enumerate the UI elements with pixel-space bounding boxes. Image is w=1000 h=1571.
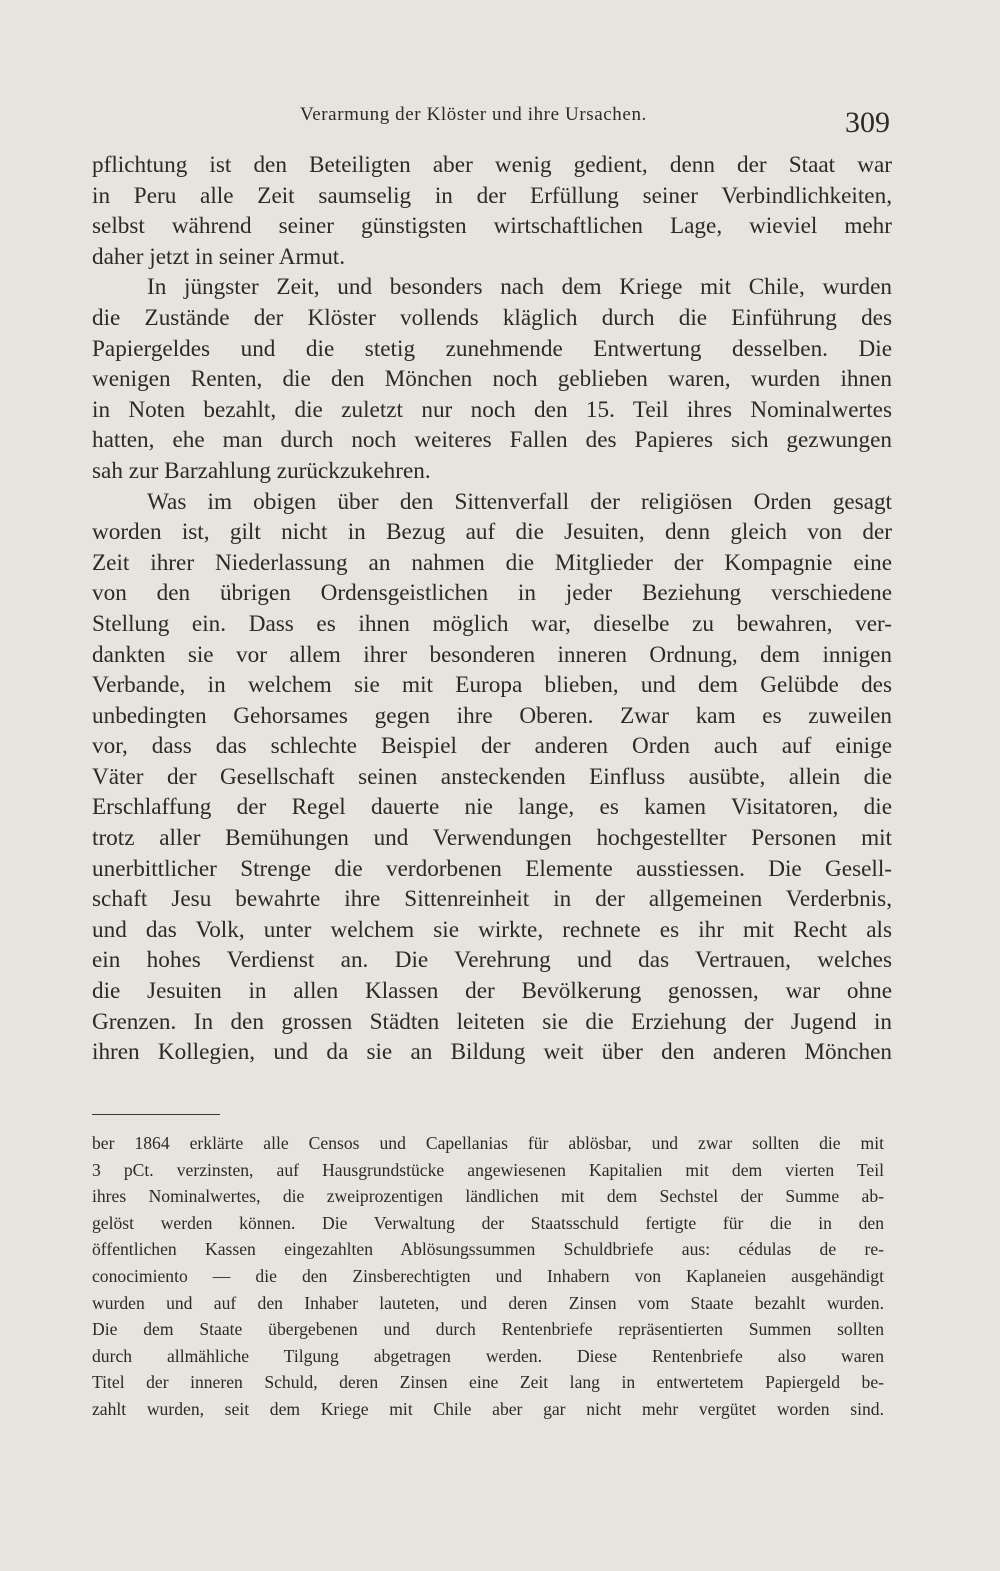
body-line: Väter der Gesellschaft seinen ansteckenden Einfluss ausübte, allein die [92,763,892,790]
body-line: Grenzen. In den grossen Städten leiteten sie die Erziehung der Jugend in [92,1008,892,1035]
body-line: pflichtung ist den Beteiligten aber wenig gedient, denn der Staat war [92,152,892,178]
body-line: vor, dass das schlechte Beispiel der anderen Orden auch auf einige [92,733,892,760]
footnote [92,1130,884,1423]
body-line: unerbittlicher Strenge die verdorbenen Elemente ausstiessen. Die Gesell- [92,855,892,882]
body-line: selbst während seiner günstigsten wirtschaftlichen Lage, wieviel mehr [92,213,892,240]
body-line: schaft Jesu bewahrte ihre Sittenreinheit in der allgemeinen Verderbnis, [92,886,892,913]
footnote-line: conocimiento — die den Zinsberechtigten und Inhabern von Kaplaneien ausgehändigt [92,1265,884,1286]
footnote-line: 3 pCt. verzinsten, auf Hausgrundstücke angewiesenen Kapitalien mit dem vierten Teil [92,1159,884,1180]
footnote-line: gelöst werden können. Die Verwaltung der Staatsschuld fertigte für die in den [92,1212,884,1233]
body-line: Verbande, in welchem sie mit Europa blieben, und dem Gelübde des [92,672,892,699]
page-number: 309 [845,106,890,139]
body-line: Zeit ihrer Niederlassung an nahmen die Mitglieder der Kompagnie eine [92,549,892,576]
footnote-line: öffentlichen Kassen eingezahlten Ablösungssummen Schuldbriefe aus: cédulas de re- [92,1239,884,1260]
body-line: in Noten bezahlt, die zuletzt nur noch den 15. Teil ihres Nominalwertes [92,396,892,423]
body-line: Papiergeldes und die stetig zunehmende Entwertung desselben. Die [92,335,892,362]
body-line: Stellung ein. Dass es ihnen möglich war, dieselbe zu bewahren, ver- [92,610,892,637]
body-line: unbedingten Gehorsames gegen ihre Oberen. Zwar kam es zuweilen [92,702,892,729]
body-line: Erschlaffung der Regel dauerte nie lange, es kamen Visitatoren, die [92,794,892,821]
running-head: Verarmung der Klöster und ihre Ursachen. [300,104,647,125]
body-line: dankten sie vor allem ihrer besonderen inneren Ordnung, dem innigen [92,641,892,668]
body-line: und das Volk, unter welchem sie wirkte, rechnete es ihr mit Recht als [92,916,892,943]
footnote-line: ber 1864 erklärte alle Censos und Capellanias für ablösbar, und zwar sollten die mit [92,1133,884,1153]
footnote-line: Die dem Staate übergebenen und durch Rentenbriefe repräsentierten Summen sollten [92,1319,884,1340]
body-line: die Zustände der Klöster vollends kläglich durch die Einführung des [92,304,892,331]
body-line: in Peru alle Zeit saumselig in der Erfüllung seiner Verbindlichkeiten, [92,182,892,209]
body-line: sah zur Barzahlung zurückzukehren. [92,457,431,484]
footnote-line: ihres Nominalwertes, die zweiprozentigen ländlichen mit dem Sechstel der Summe ab- [92,1186,884,1207]
footnote-divider [92,1114,220,1115]
body-line: Was im obigen über den Sittenverfall der religiösen Orden gesagt [147,488,892,515]
footnote-line: wurden und auf den Inhaber lauteten, und deren Zinsen vom Staate bezahlt wurden. [92,1292,884,1313]
body-line: daher jetzt in seiner Armut. [92,243,346,270]
body-line: ihren Kollegien, und da sie an Bildung weit über den anderen Mönchen [92,1039,892,1066]
body-line: ein hohes Verdienst an. Die Verehrung und das Vertrauen, welches [92,947,892,974]
body-text [92,150,892,1068]
body-line: die Jesuiten in allen Klassen der Bevölkerung genossen, war ohne [92,978,892,1005]
footnote-line: zahlt wurden, seit dem Kriege mit Chile aber gar nicht mehr vergütet worden sind. [92,1398,884,1419]
body-line: worden ist, gilt nicht in Bezug auf die Jesuiten, denn gleich von der [92,519,892,546]
body-line: wenigen Renten, die den Mönchen noch geblieben waren, wurden ihnen [92,366,892,393]
body-line: von den übrigen Ordensgeistlichen in jeder Beziehung verschiedene [92,580,892,607]
body-line: In jüngster Zeit, und besonders nach dem Kriege mit Chile, wurden [147,274,892,301]
footnote-line: Titel der inneren Schuld, deren Zinsen eine Zeit lang in entwertetem Papiergeld be- [92,1372,884,1393]
body-line: hatten, ehe man durch noch weiteres Fallen des Papieres sich gezwungen [92,427,892,454]
footnote-line: durch allmähliche Tilgung abgetragen werden. Diese Rentenbriefe also waren [92,1345,884,1366]
body-line: trotz aller Bemühungen und Verwendungen hochgestellter Personen mit [92,825,892,852]
page-header [0,98,1000,138]
